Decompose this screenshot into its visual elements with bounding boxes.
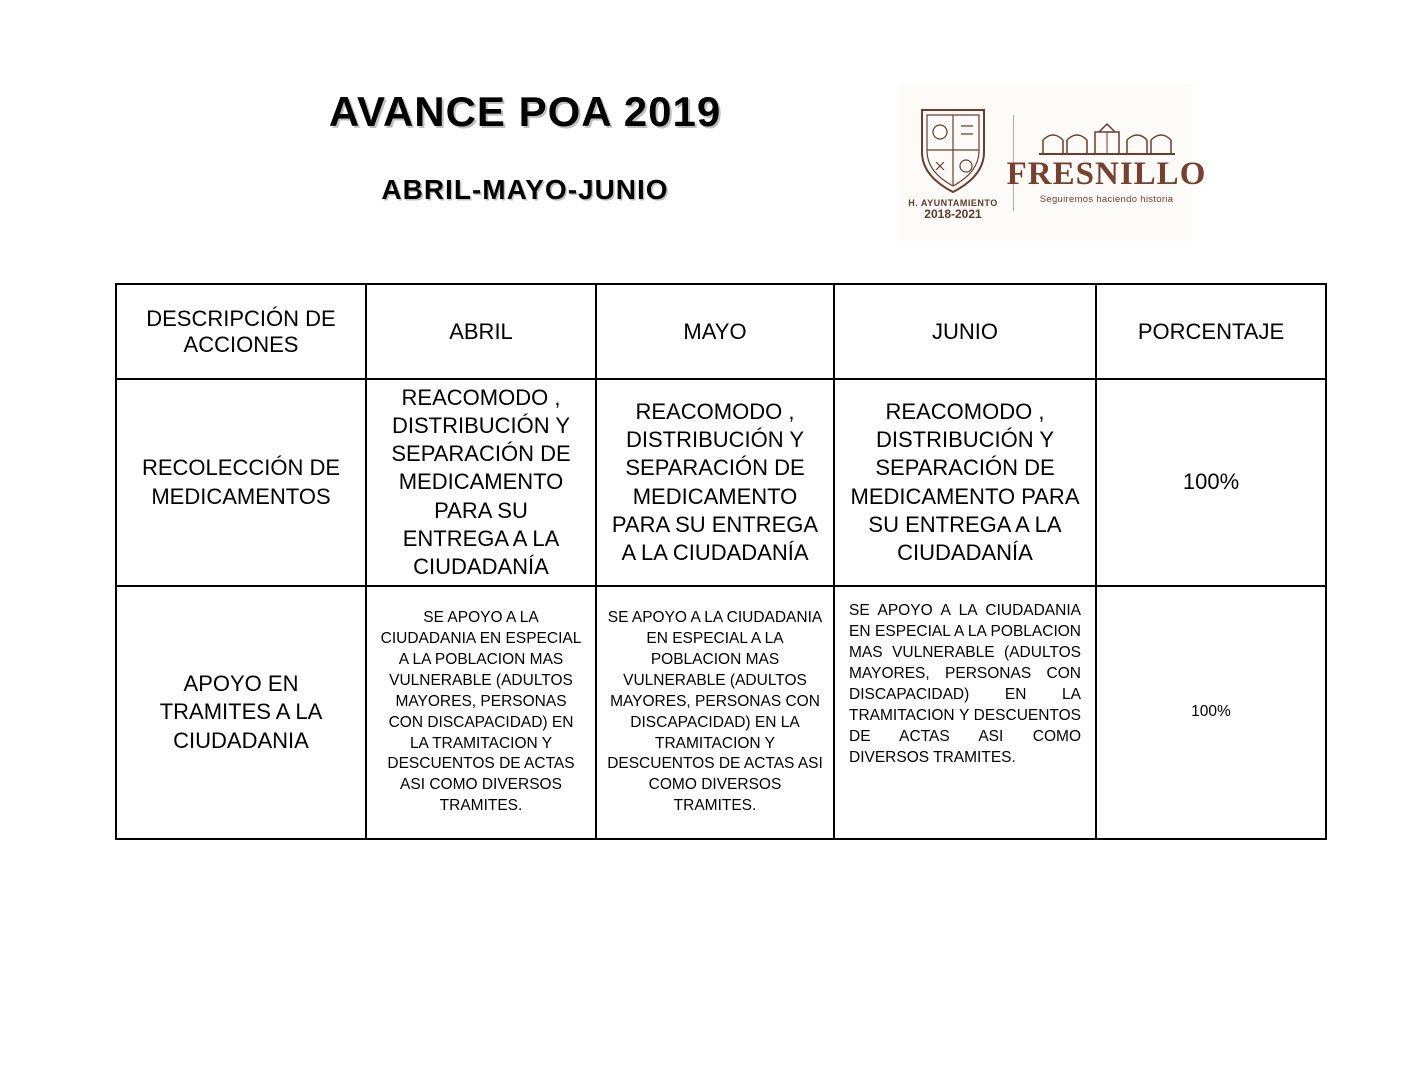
cell-mayo: REACOMODO , DISTRIBUCIÓN Y SEPARACIÓN DE MEDICAMENTO PARA SU ENTREGA A LA CIUDADANÍA: [596, 379, 834, 586]
table-row: [116, 379, 1326, 586]
cell-junio: SE APOYO A LA CIUDADANIA EN ESPECIAL A LA POBLACION MAS VULNERABLE (ADULTOS MAYORES, PERSONAS CON DISCAPACIDAD) EN LA TRAMITACION Y DESCUENTOS DE ACTAS ASI COMO DIVERSOS TRAMITES.: [834, 586, 1096, 839]
crest-caption: [908, 198, 998, 222]
crest-block: [903, 104, 1003, 222]
cell-descripcion: RECOLECCIÓN DE MEDICAMENTOS: [116, 379, 366, 586]
cell-porcentaje: 100%: [1096, 586, 1326, 839]
column-header-junio: JUNIO: [834, 284, 1096, 379]
document-header: [230, 88, 820, 206]
column-header-abril: ABRIL: [366, 284, 596, 379]
cell-descripcion: APOYO EN TRAMITES A LA CIUDADANIA: [116, 586, 366, 839]
building-icon: [1037, 122, 1177, 156]
page-title: AVANCE POA 2019: [328, 88, 722, 135]
cell-abril: REACOMODO , DISTRIBUCIÓN Y SEPARACIÓN DE MEDICAMENTO PARA SU ENTREGA A LA CIUDADANÍA: [366, 379, 596, 586]
cell-mayo: SE APOYO A LA CIUDADANIA EN ESPECIAL A LA POBLACION MAS VULNERABLE (ADULTOS MAYORES, PERSONAS CON DISCAPACIDAD) EN LA TRAMITACION Y DESCUENTOS DE ACTAS ASI COMO DIVERSOS TRAMITES.: [596, 586, 834, 839]
wordmark-block: [1006, 122, 1207, 205]
crest-icon: [914, 104, 992, 196]
brand-wordmark: FRESNILLO: [1006, 155, 1207, 192]
crest-caption-line2: 2018-2021: [924, 207, 982, 222]
municipality-logo: [900, 85, 1207, 241]
cell-porcentaje: 100%: [1096, 379, 1326, 586]
poa-table: [115, 283, 1327, 840]
brand-tagline: Seguiremos haciendo historia: [1039, 193, 1174, 205]
table-row: [116, 586, 1326, 839]
crest-caption-line1: H. AYUNTAMIENTO: [908, 197, 998, 208]
column-header-mayo: MAYO: [596, 284, 834, 379]
column-header-descripcion: DESCRIPCIÓN DE ACCIONES: [116, 284, 366, 379]
table-header-row: [116, 284, 1326, 379]
cell-abril: SE APOYO A LA CIUDADANIA EN ESPECIAL A LA POBLACION MAS VULNERABLE (ADULTOS MAYORES, PERSONAS CON DISCAPACIDAD) EN LA TRAMITACION Y DESCUENTOS DE ACTAS ASI COMO DIVERSOS TRAMITES.: [366, 586, 596, 839]
page-subtitle: ABRIL-MAYO-JUNIO: [381, 174, 669, 205]
cell-junio: REACOMODO , DISTRIBUCIÓN Y SEPARACIÓN DE MEDICAMENTO PARA SU ENTREGA A LA CIUDADANÍA: [834, 379, 1096, 586]
column-header-porcentaje: PORCENTAJE: [1096, 284, 1326, 379]
